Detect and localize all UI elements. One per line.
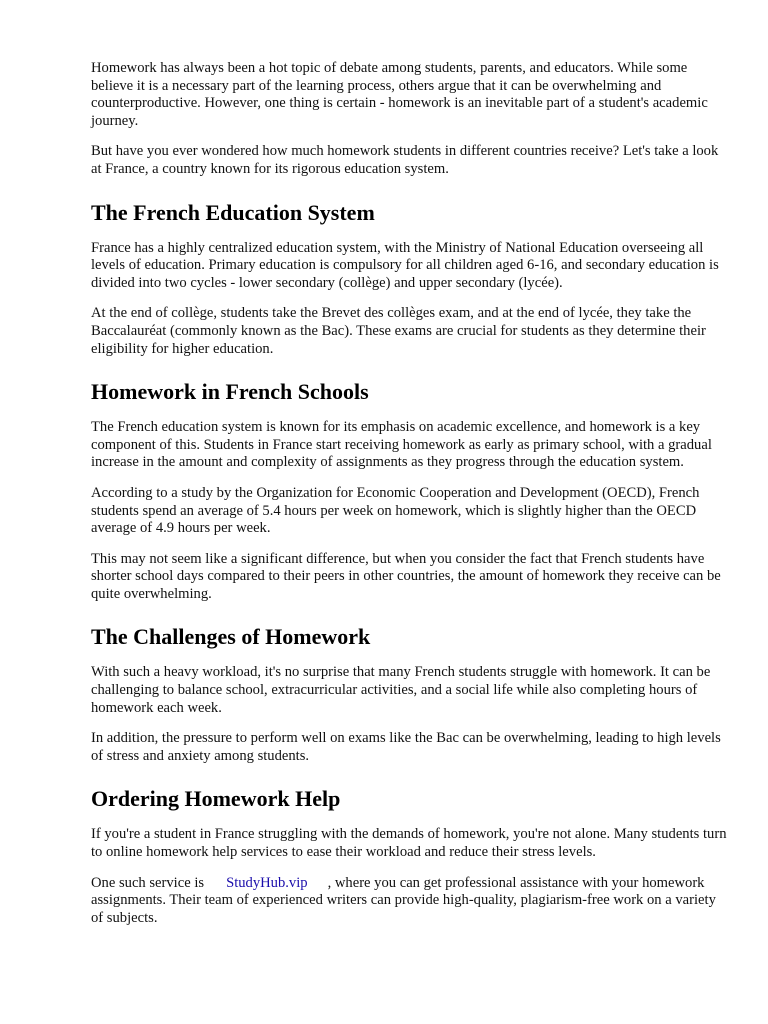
document-page <box>91 60 727 940</box>
service-paragraph <box>91 875 727 928</box>
section-heading: The French Education System <box>91 199 375 225</box>
body-paragraph: According to a study by the Organization for Economic Cooperation and Development (OECD), French students spend an average of 5.4 hours per week on homework, which is slightly higher than the OECD average of 4.9 hours per week. <box>91 484 700 537</box>
section-heading: Homework in French Schools <box>91 379 369 405</box>
service-text-before: One such service is <box>91 874 205 891</box>
body-paragraph: At the end of collège, students take the Brevet des collèges exam, and at the end of lycée, they take the Baccalauréat (commonly known as the Bac). These exams are crucial for students as they determine their eligibility for higher education. <box>91 305 706 357</box>
body-paragraph: In addition, the pressure to perform well on exams like the Bac can be overwhelming, leading to high levels of stress and anxiety among students. <box>91 730 721 764</box>
body-paragraph: With such a heavy workload, it's no surprise that many French students struggle with homework. It can be challenging to balance school, extracurricular activities, and a social life while also completing hours of homework each week. <box>91 664 711 716</box>
service-text-after: , where you can get professional assistance with your homework assignments. Their team of experienced writers can provide high-quality, plagiarism-free work on a variety of subjects. <box>91 874 716 926</box>
section-heading: Ordering Homework Help <box>91 786 341 812</box>
intro-paragraph: But have you ever wondered how much homework students in different countries receive? Let's take a look at France, a country known for its rigorous education system. <box>91 143 719 177</box>
section-heading: The Challenges of Homework <box>91 624 371 650</box>
body-paragraph: This may not seem like a significant difference, but when you consider the fact that French students have shorter school days compared to their peers in other countries, the amount of homework they receive can be quite overwhelming. <box>91 550 721 602</box>
studyhub-link[interactable]: StudyHub.vip <box>226 874 308 891</box>
body-paragraph: The French education system is known for its emphasis on academic excellence, and homework is a key component of this. Students in France start receiving homework as early as primary school, with a gradual increase in the amount and complexity of assignments as they progress through the education system. <box>91 419 712 471</box>
intro-paragraph: Homework has always been a hot topic of debate among students, parents, and educators. While some believe it is a necessary part of the learning process, others argue that it can be overwhelming and counterproductive. However, one thing is certain - homework is an inevitable part of a student's academic journey. <box>91 60 708 129</box>
body-paragraph: France has a highly centralized education system, with the Ministry of National Education overseeing all levels of education. Primary education is compulsory for all children aged 6-16, and secondary education is divided into two cycles - lower secondary (collège) and upper secondary (lycée). <box>91 239 719 291</box>
body-paragraph: If you're a student in France struggling with the demands of homework, you're not alone. Many students turn to online homework help services to ease their workload and reduce their stress levels. <box>91 826 727 861</box>
